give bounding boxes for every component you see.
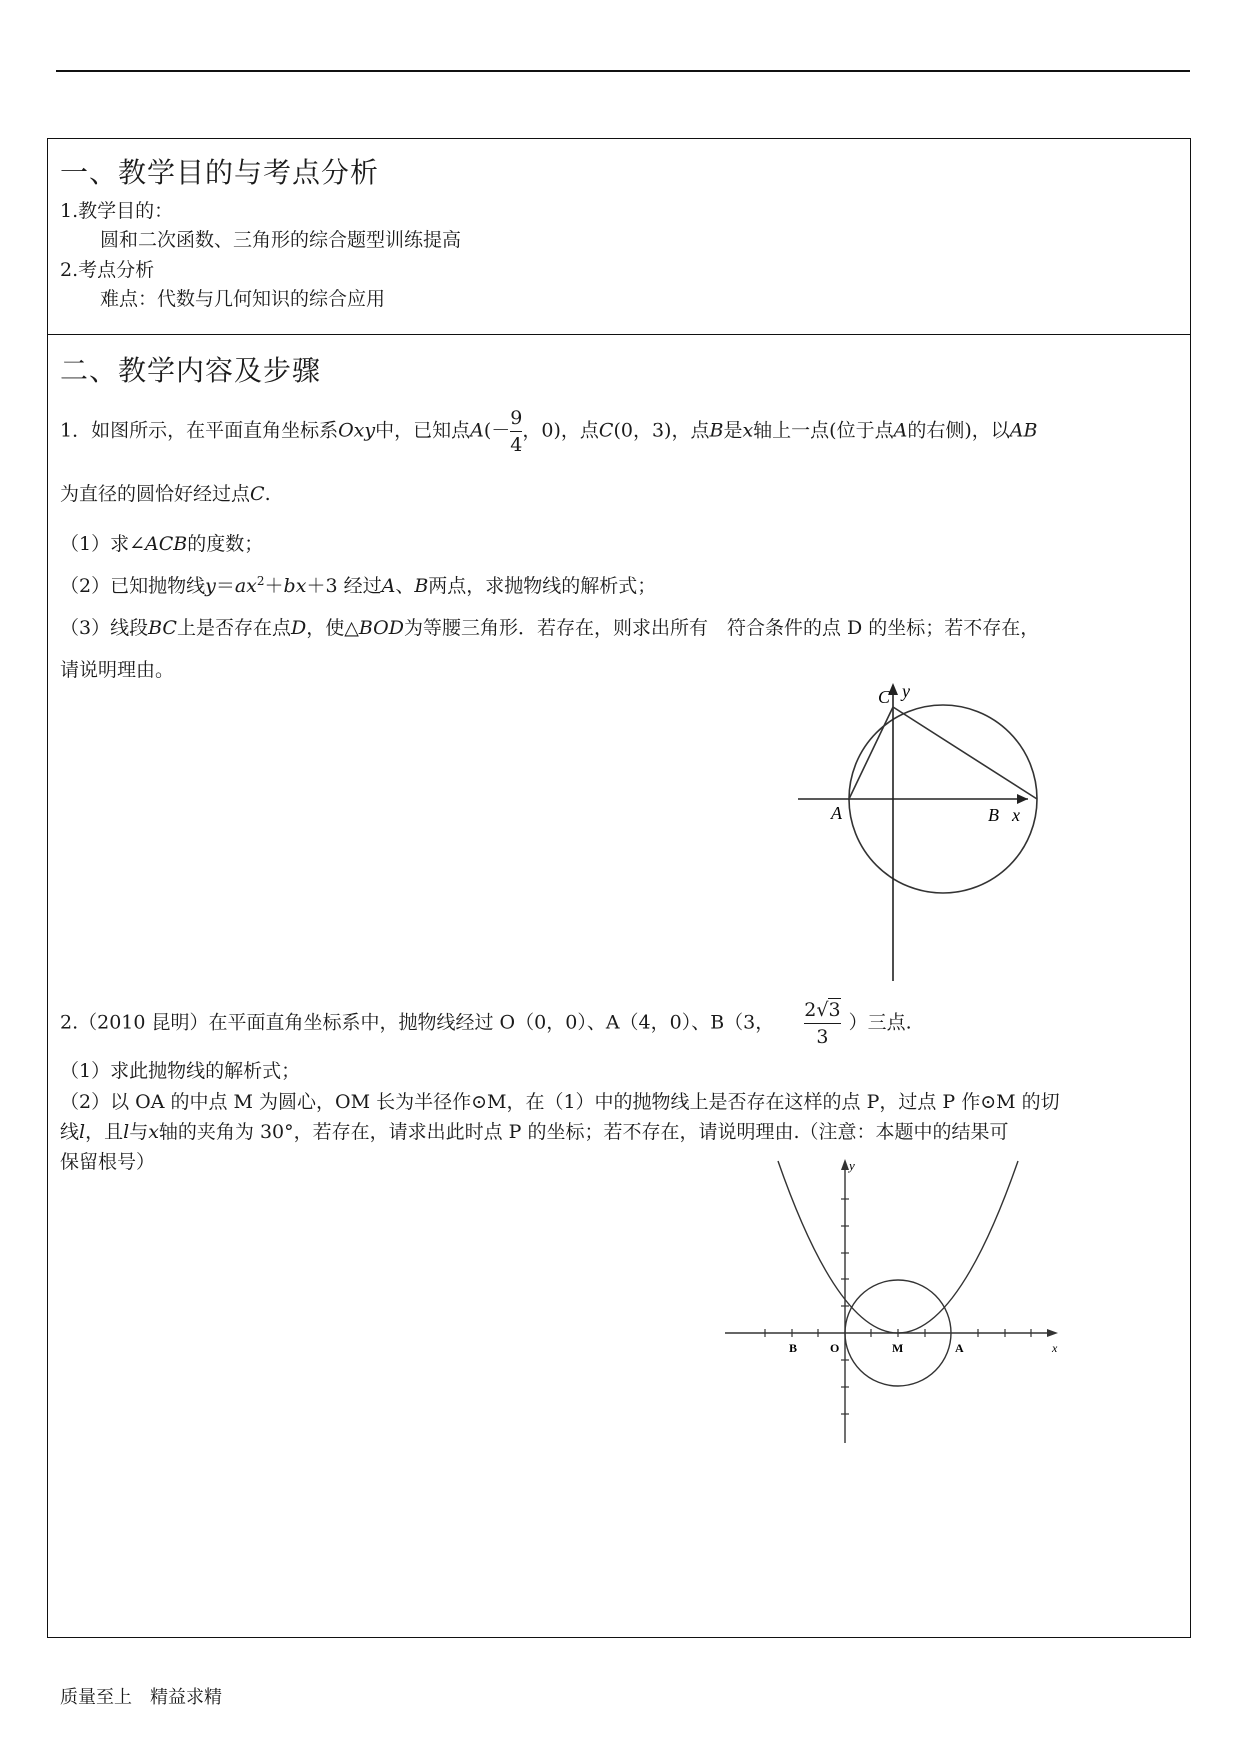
frac-den: 4: [510, 434, 523, 456]
section-objectives: [48, 139, 1190, 335]
q2-eq: ＝: [215, 575, 235, 597]
p2-text-b: ）三点.: [848, 1011, 912, 1034]
problem1-line1: [60, 405, 1037, 458]
triangle-acb: [849, 707, 1037, 799]
analysis-label: 2.考点分析: [60, 259, 155, 281]
section2-heading: 二、教学内容及步骤: [60, 354, 322, 387]
frac-coef: 2: [804, 999, 817, 1021]
footer-slogan: 质量至上 精益求精: [60, 1687, 222, 1708]
q2-text-d: 两点，求抛物线的解析式；: [428, 575, 657, 597]
frac-den: 3: [816, 1026, 829, 1048]
q2-bx: bx: [283, 575, 307, 597]
p1-ab: AB: [1009, 419, 1038, 442]
p1-point-c: C: [598, 419, 614, 442]
parabola: [778, 1161, 1018, 1333]
fraction-9-4: [510, 405, 522, 458]
label-y: y: [902, 681, 910, 701]
q3-bc: BC: [148, 617, 177, 639]
label-a: A: [955, 1341, 964, 1355]
p1-point-a: A: [470, 419, 484, 442]
section1-heading: 一、教学目的与考点分析: [60, 156, 380, 189]
frac-num: 9: [510, 407, 523, 429]
q2-text-c: ＋3 经过: [306, 575, 382, 597]
goal-text: 圆和二次函数、三角形的综合题型训练提高: [100, 229, 462, 251]
label-c: C: [878, 687, 891, 707]
problem2-q1: （1）求此抛物线的解析式；: [60, 1060, 301, 1082]
problem1-q3: [60, 613, 1039, 640]
label-x: x: [1012, 805, 1020, 825]
header-rule: [56, 70, 1190, 72]
q1-text-a: （1）求∠: [60, 533, 146, 555]
p1-text-a: 1．如图所示，在平面直角坐标系: [60, 419, 339, 442]
q3-text-d: 为等腰三角形．若存在，则求出所有 符合条件的点 D 的坐标；若不存在，: [403, 617, 1040, 639]
p1-text-c: (－: [483, 419, 511, 442]
p2-text-a: 2.（2010 昆明）在平面直角坐标系中，抛物线经过 O（0，0）、A（4，0）、B（3，: [60, 1011, 775, 1034]
problem1-q3-cont: 请说明理由。: [60, 659, 175, 681]
problem2-q2-cont: [60, 1117, 1009, 1144]
p2-q2-b2: ，且: [85, 1121, 124, 1143]
p1-text-e: (0，3)，点: [613, 419, 710, 442]
lesson-table: [47, 138, 1191, 1638]
q2-sep: 、: [395, 575, 415, 597]
q2-plus: ＋: [264, 575, 284, 597]
q2-b: B: [414, 575, 429, 597]
q3-text-a: （3）线段: [60, 617, 149, 639]
problem1-q2: [60, 571, 656, 598]
frac-root: 3: [828, 999, 841, 1021]
label-o: O: [830, 1341, 840, 1355]
p2-q2-b1: 线: [60, 1121, 80, 1143]
p1-point-a2: A: [893, 419, 908, 442]
p1-text-h: 的右侧)，以: [907, 419, 1010, 442]
p2-q2-b3: 与: [129, 1121, 149, 1143]
p1-text-f: 是: [723, 419, 743, 442]
problem2-q2-end: 保留根号）: [60, 1151, 156, 1173]
p1-point-b: B: [709, 419, 724, 442]
q2-a: A: [381, 575, 396, 597]
q1-text-b: 的度数；: [187, 533, 264, 555]
label-x: x: [1052, 1341, 1058, 1355]
p2-l2: l: [123, 1121, 130, 1143]
q3-text-c: ，使△: [306, 617, 359, 639]
problem2-q2: （2）以 OA 的中点 M 为圆心，OM 长为半径作⊙M，在（1）中的抛物线上是否存在这样的点 P，过点 P 作⊙M 的切: [60, 1091, 1060, 1113]
p1-line2-end: .: [264, 483, 271, 505]
sqrt-icon: √: [816, 999, 829, 1021]
q2-sup: 2: [256, 574, 265, 588]
p2-l1: l: [79, 1121, 86, 1143]
label-a: A: [831, 803, 842, 823]
p1-oxy: Oxy: [338, 419, 376, 442]
q1-acb: ACB: [145, 533, 188, 555]
p2-q2-b4: 轴的夹角为 30°，若存在，请求出此时点 P 的坐标；若不存在，请说明理由.（注意：本题中的结果可: [158, 1121, 1009, 1143]
p1-text-b: 中，已知点: [375, 419, 471, 442]
q3-text-b: 上是否存在点: [176, 617, 291, 639]
goal-label: 1.教学目的：: [60, 200, 174, 222]
problem2-line1: [60, 997, 912, 1050]
p1-line2-c: C: [250, 483, 265, 505]
analysis-text: 难点：代数与几何知识的综合应用: [100, 288, 386, 310]
frac-num: [804, 997, 840, 1023]
q3-bod: BOD: [358, 617, 404, 639]
p1-text-d: ，0)，点: [522, 419, 599, 442]
p1-x: x: [742, 419, 754, 442]
q3-d: D: [290, 617, 307, 639]
p1-line2-text: 为直径的圆恰好经过点: [60, 483, 251, 505]
q2-text-a: （2）已知抛物线: [60, 575, 206, 597]
fraction-2root3-3: [804, 997, 840, 1050]
label-m: M: [892, 1341, 904, 1355]
label-y: y: [849, 1159, 855, 1173]
problem1-q1: [60, 529, 263, 556]
problem1-line2: [60, 479, 271, 506]
label-b: B: [789, 1341, 798, 1355]
label-b: B: [988, 805, 999, 825]
figure-parabola-circle: [720, 1159, 1100, 1449]
q2-ax: ax: [234, 575, 257, 597]
q2-y: y: [205, 575, 216, 597]
p2-x: x: [148, 1121, 159, 1143]
p1-text-g: 轴上一点(位于点: [753, 419, 894, 442]
